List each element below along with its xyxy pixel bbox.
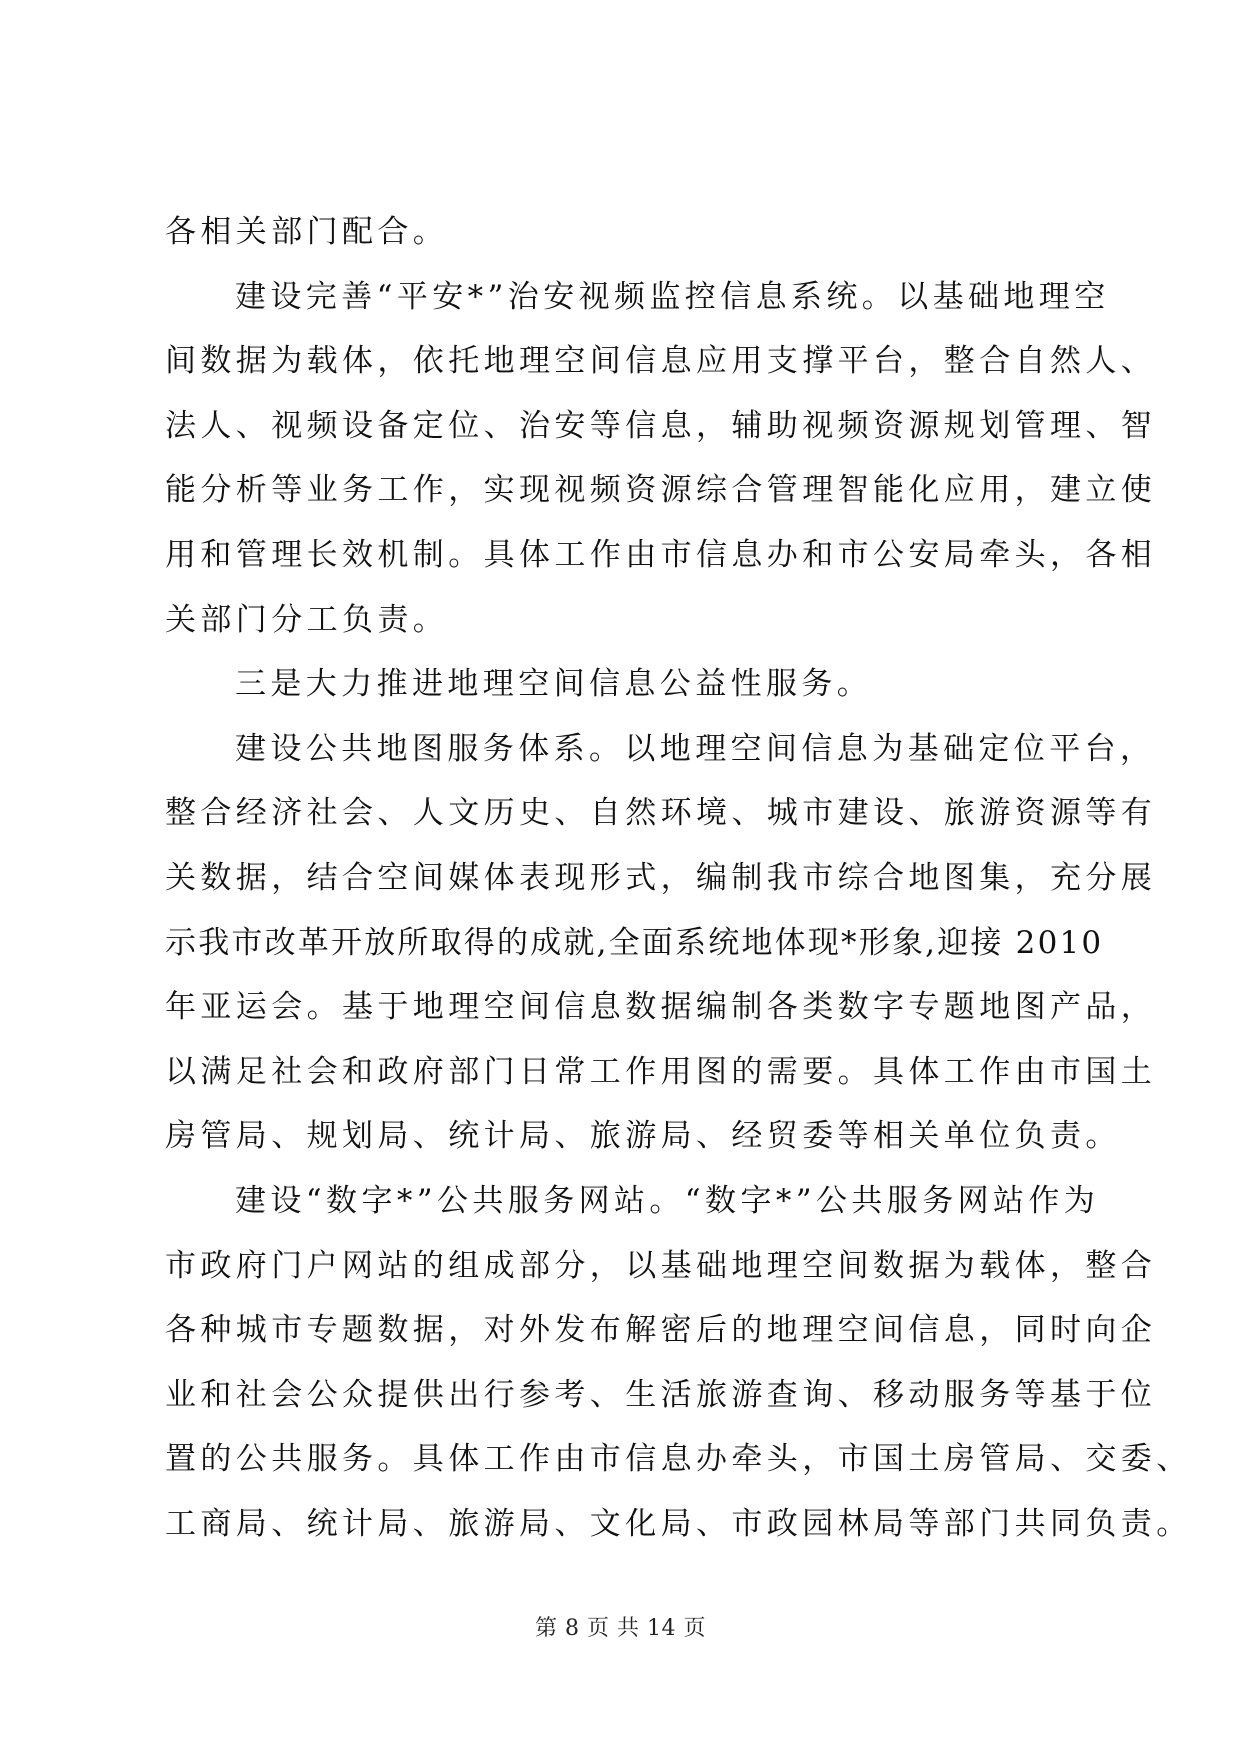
text-line: 各相关部门配合。 bbox=[165, 214, 449, 250]
text-line: 间数据为载体，依托地理空间信息应用支撑平台，整合自然人、 bbox=[165, 343, 1157, 380]
text-line: 房管局、规划局、统计局、旅游局、经贸委等相关单位负责。 bbox=[165, 1118, 1121, 1155]
text-line: 市政府门户网站的组成部分，以基础地理空间数据为载体，整合 bbox=[165, 1247, 1157, 1284]
section-heading-line: 三是大力推进地理空间信息公益性服务。 bbox=[235, 666, 873, 703]
text-line: 各种城市专题数据，对外发布解密后的地理空间信息，同时向企 bbox=[165, 1312, 1157, 1349]
document-body bbox=[165, 200, 1192, 1556]
text-line: 法人、视频设备定位、治安等信息，辅助视频资源规划管理、智 bbox=[165, 407, 1157, 444]
text-line: 年亚运会。基于地理空间信息数据编制各类数字专题地图产品， bbox=[165, 989, 1157, 1026]
text-line: 置的公共服务。具体工作由市信息办牵头，市国土房管局、交委、 bbox=[165, 1441, 1192, 1478]
paragraph-start-line: 建设“数字*”公共服务网站。“数字*”公共服务网站作为 bbox=[235, 1182, 1100, 1219]
text-line: 以满足社会和政府部门日常工作用图的需要。具体工作由市国土 bbox=[165, 1053, 1157, 1090]
text-line: 用和管理长效机制。具体工作由市信息办和市公安局牵头，各相 bbox=[165, 536, 1157, 573]
text-line: 业和社会公众提供出行参考、生活旅游查询、移动服务等基于位 bbox=[165, 1376, 1157, 1413]
text-line: 示我市改革开放所取得的成就,全面系统地体现*形象,迎接 2010 bbox=[165, 924, 1104, 961]
text-line: 关数据，结合空间媒体表现形式，编制我市综合地图集，充分展 bbox=[165, 859, 1157, 896]
paragraph-start-line: 建设公共地图服务体系。以地理空间信息为基础定位平台， bbox=[235, 730, 1156, 767]
text-line: 能分析等业务工作，实现视频资源综合管理智能化应用，建立使 bbox=[165, 472, 1157, 509]
paragraph-start-line: 建设完善“平安*”治安视频监控信息系统。以基础地理空 bbox=[235, 278, 1110, 315]
text-line: 整合经济社会、人文历史、自然环境、城市建设、旅游资源等有 bbox=[165, 795, 1157, 832]
page-number-footer: 第 8 页 共 14 页 bbox=[535, 1616, 706, 1641]
text-line: 工商局、统计局、旅游局、文化局、市政园林局等部门共同负责。 bbox=[165, 1505, 1192, 1542]
text-line: 关部门分工负责。 bbox=[165, 601, 449, 638]
